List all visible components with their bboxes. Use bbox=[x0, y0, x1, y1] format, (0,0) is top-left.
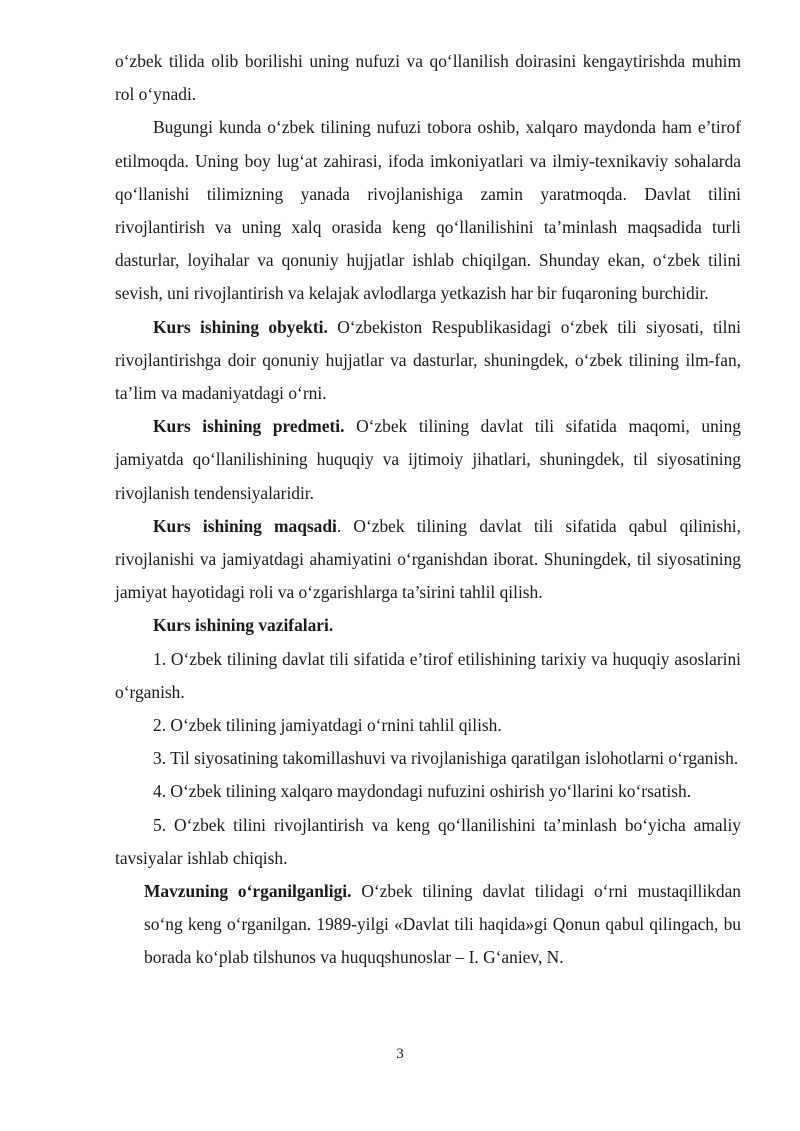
paragraph-nufuz: Bugungi kunda o‘zbek tilining nufuzi tobora oshib, xalqaro maydonda ham e’tirof etilmoqda. Uning boy lug‘at zahirasi, ifoda imkoniyatlari va ilmiy-texnikaviy sohalarda qo‘llanishi tilimizning yanada rivojlanishiga zamin yaratmoqda. Davlat tilini rivojlantirish va uning xalq orasida keng qo‘llanilishini ta’minlash maqsadida turli dasturlar, loyihalar va qonuniy hujjatlar ishlab chiqilgan. Shunday ekan, o‘zbek tilini sevish, uni rivojlantirish va kelajak avlodlarga yetkazish har bir fuqaroning burchidir. bbox=[115, 117, 741, 304]
task-item-4: 4. O‘zbek tilining xalqaro maydondagi nufuzini oshirish yo‘llarini ko‘rsatish. bbox=[153, 781, 692, 802]
page-number: 3 bbox=[396, 1046, 404, 1062]
text-maqsad: . O‘zbek tilining davlat tili sifatida qabul qilinishi, rivojlanishi va jamiyatdagi ahamiyatini o‘rganishdan iborat. Shuningdek, til siyosatining jamiyat hayotidagi roli va o‘zgarishlarga ta’sirini tahlil qilish. bbox=[115, 515, 741, 603]
heading-predmet: Kurs ishining predmeti. bbox=[153, 416, 345, 437]
heading-obyekt: Kurs ishining obyekti. bbox=[153, 316, 328, 337]
heading-maqsad: Kurs ishining maqsadi bbox=[153, 515, 337, 536]
text-predmet: O‘zbek tilining davlat tili sifatida maqomi, uning jamiyatda qo‘llanilishining huquqiy va ijtimoiy jihatlari, shuningdek, til siyosatining rivojlanish tendensiyalaridir. bbox=[115, 416, 741, 503]
task-item-3: 3. Til siyosatining takomillashuvi va rivojlanishiga qaratilgan islohotlarni o‘rganish. bbox=[153, 748, 739, 769]
paragraph-obyekt bbox=[115, 311, 741, 411]
paragraph-intro-continuation: o‘zbek tilida olib borilishi uning nufuzi va qo‘llanilish doirasini kengaytirishda muhim rol o‘ynadi. bbox=[115, 51, 741, 105]
task-item-1: 1. O‘zbek tilining davlat tili sifatida e’tirof etilishining tarixiy va huquqiy asoslarini o‘rganish. bbox=[115, 648, 741, 702]
paragraph-maqsad bbox=[115, 510, 741, 610]
heading-vazifalar bbox=[115, 609, 741, 642]
heading-vazifalar-label: Kurs ishining vazifalari. bbox=[153, 615, 334, 636]
task-item-2: 2. O‘zbek tilining jamiyatdagi o‘rnini tahlil qilish. bbox=[153, 715, 502, 736]
page-body bbox=[115, 45, 741, 975]
task-item-5: 5. O‘zbek tilini rivojlantirish va keng qo‘llanilishini ta’minlash bo‘yicha amaliy tavsiyalar ishlab chiqish. bbox=[115, 814, 741, 868]
text-obyekt: O‘zbekiston Respublikasidagi o‘zbek tili siyosati, tilni rivojlantirishga doir qonuniy hujjatlar va dasturlar, shuningdek, o‘zbek tilining ilm-fan, ta’lim va madaniyatdagi o‘rni. bbox=[115, 316, 741, 404]
text-mavzu: O‘zbek tilining davlat tilidagi o‘rni mustaqillikdan so‘ng keng o‘rganilgan. 1989-yilgi «Davlat tili haqida»gi Qonun qabul qilingach, bu borada ko‘plab tilshunos va huquqshunoslar – I. G‘aniev, N. bbox=[144, 881, 741, 968]
paragraph-mavzu bbox=[115, 875, 741, 975]
heading-mavzu: Mavzuning o‘rganilganligi. bbox=[144, 881, 352, 902]
paragraph-predmet bbox=[115, 410, 741, 510]
